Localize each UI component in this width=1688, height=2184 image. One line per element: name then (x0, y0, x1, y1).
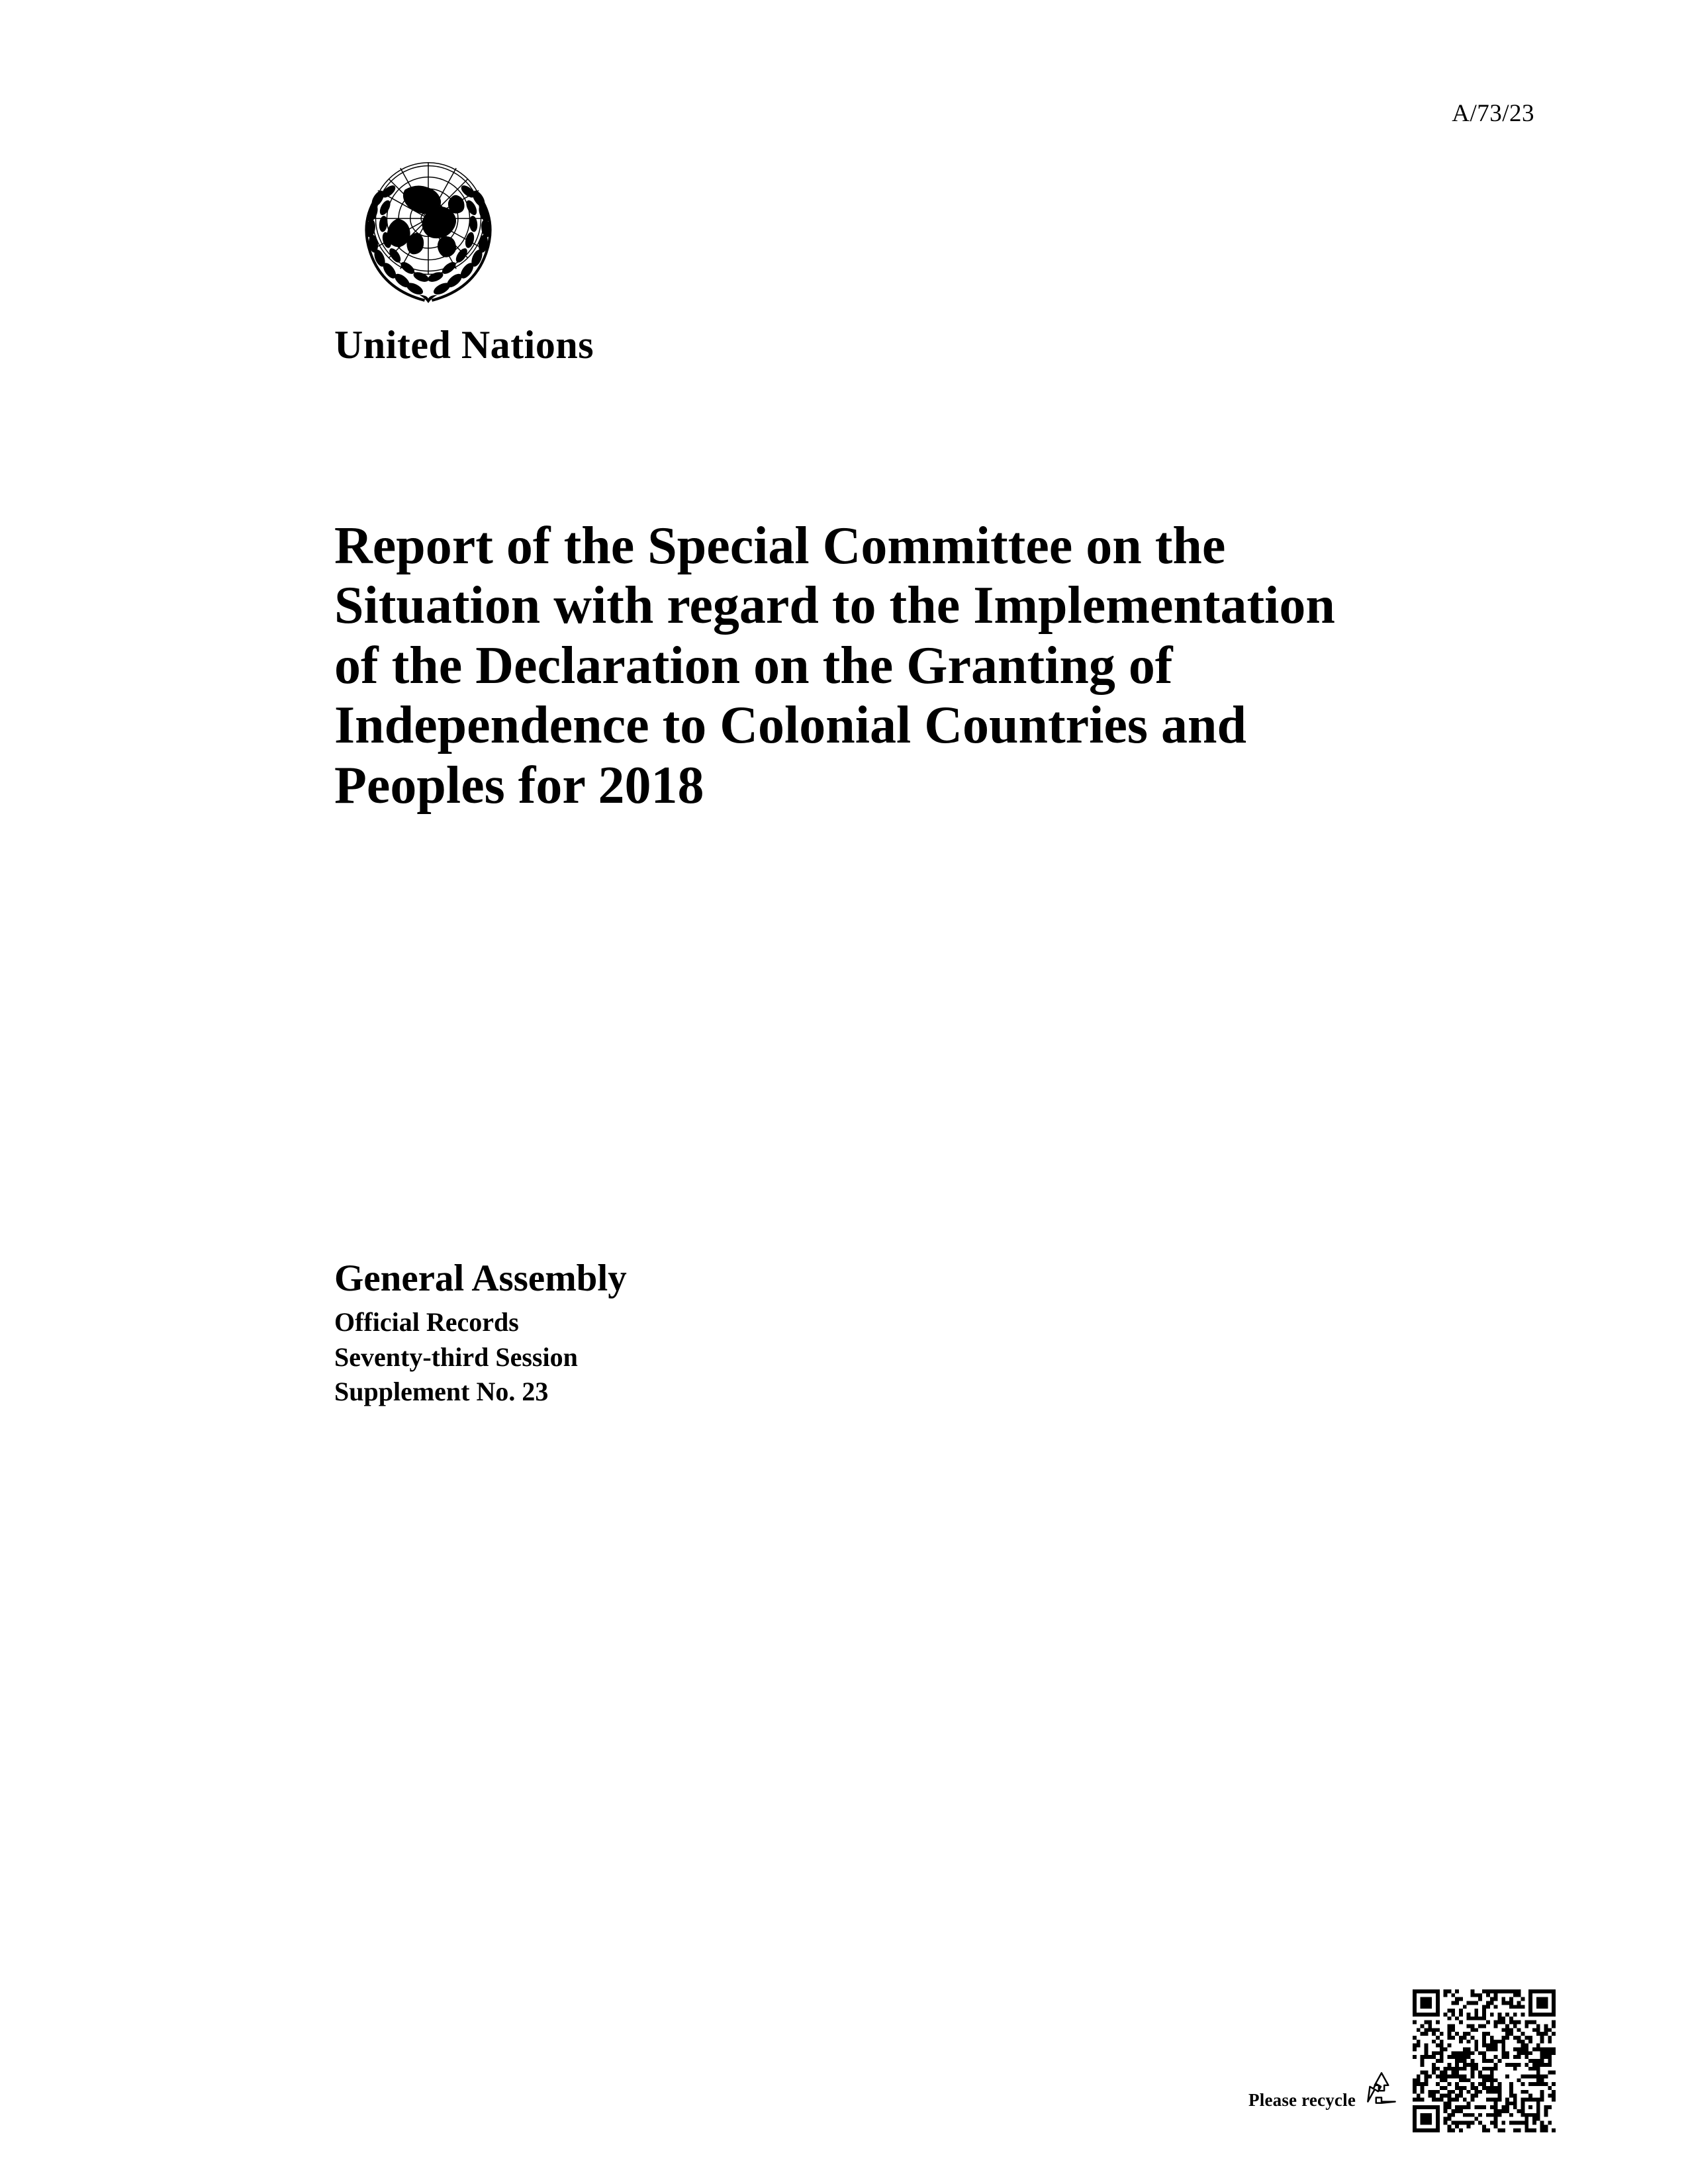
un-emblem-icon (334, 136, 533, 316)
session: Seventy-third Session (334, 1342, 578, 1372)
record-type: Official Records (334, 1306, 519, 1337)
recycle-label: Please recycle (1248, 2090, 1356, 2110)
masthead (334, 136, 594, 368)
organ-block (334, 1257, 1261, 1410)
page-title: Report of the Special Committee on the Situation with regard to the Implementation of the Declaration on the Granting of Independence to Colonial Countries and Peoples for 2018 (334, 517, 1335, 815)
recycle-icon (1360, 2068, 1403, 2115)
supplement-number: Supplement No. 23 (334, 1377, 549, 1407)
recycle-note (1248, 2068, 1403, 2115)
qr-code (1413, 1989, 1556, 2132)
document-symbol: A/73/23 (1452, 100, 1534, 127)
organ-name: General Assembly (334, 1257, 627, 1299)
organization-name: United Nations (334, 323, 594, 367)
